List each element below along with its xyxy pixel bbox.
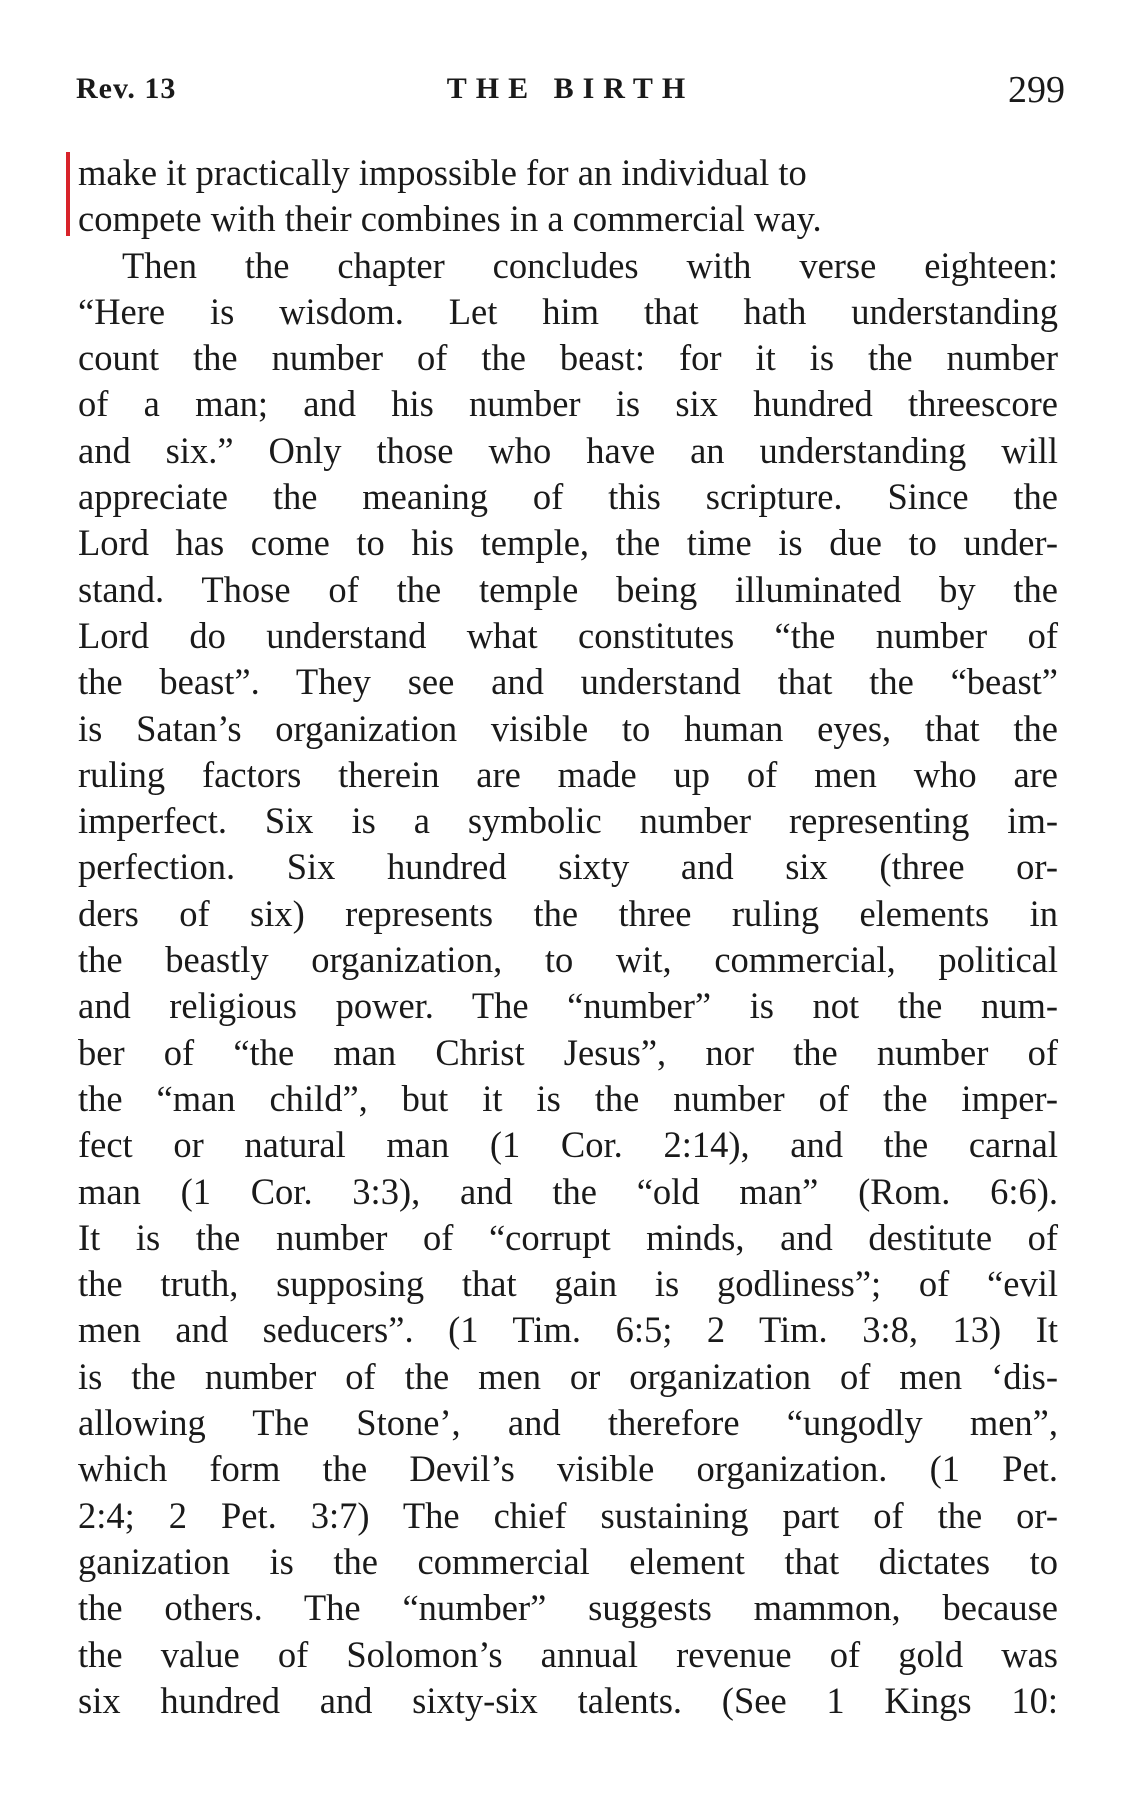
text-line: six hundred and sixty-six talents. (See 1 Kings 10: [78, 1679, 1058, 1721]
text-line: ber of “the man Christ Jesus”, nor the number of [78, 1031, 1058, 1073]
text-line: “Here is wisdom. Let him that hath understanding [78, 290, 1058, 332]
text-line: It is the number of “corrupt minds, and destitute of [78, 1216, 1058, 1258]
text-line: ganization is the commercial element that dictates to [78, 1540, 1058, 1582]
text-line: the beast”. They see and understand that the “beast” [78, 661, 1058, 703]
text-line: man (1 Cor. 3:3), and the “old man” (Rom. 6:6). [78, 1170, 1058, 1212]
text-line: and six.” Only those who have an understanding will [78, 429, 1058, 471]
red-margin-mark [66, 152, 70, 236]
text-line: and religious power. The “number” is not the num- [78, 985, 1058, 1027]
text-line: the others. The “number” suggests mammon, because [78, 1587, 1058, 1629]
text-line: the truth, supposing that gain is godliness”; of “evil [78, 1263, 1058, 1305]
running-head [76, 68, 1065, 114]
text-line: Lord do understand what constitutes “the number of [78, 614, 1058, 656]
text-line: compete with their combines in a commercial way. [78, 198, 822, 240]
text-line: perfection. Six hundred sixty and six (three or- [78, 846, 1058, 888]
text-line: the “man child”, but it is the number of the imper- [78, 1077, 1058, 1119]
text-line: fect or natural man (1 Cor. 2:14), and the carnal [78, 1124, 1058, 1166]
text-line: ruling factors therein are made up of men who are [78, 753, 1058, 795]
text-line: Then the chapter concludes with verse eighteen: [122, 244, 1058, 286]
text-line: allowing The Stone’, and therefore “ungodly men”, [78, 1402, 1058, 1444]
text-line: stand. Those of the temple being illuminated by the [78, 568, 1058, 610]
text-line: of a man; and his number is six hundred threescore [78, 383, 1058, 425]
text-line: which form the Devil’s visible organization. (1 Pet. [78, 1448, 1058, 1490]
running-title: THE BIRTH [446, 72, 695, 105]
text-line: Lord has come to his temple, the time is due to under- [78, 522, 1058, 564]
text-line: ders of six) represents the three ruling elements in [78, 892, 1058, 934]
text-line: count the number of the beast: for it is the number [78, 337, 1058, 379]
text-line: the beastly organization, to wit, commercial, political [78, 939, 1058, 981]
text-line: the value of Solomon’s annual revenue of gold was [78, 1633, 1058, 1675]
text-line: appreciate the meaning of this scripture. Since the [78, 476, 1058, 518]
text-line: men and seducers”. (1 Tim. 6:5; 2 Tim. 3:8, 13) It [78, 1309, 1058, 1351]
text-line: imperfect. Six is a symbolic number representing im- [78, 800, 1058, 842]
body-text [78, 150, 1058, 1724]
page-number: 299 [1008, 69, 1065, 111]
text-line: is Satan’s organization visible to human eyes, that the [78, 707, 1058, 749]
text-line: is the number of the men or organization of men ‘dis- [78, 1355, 1058, 1397]
text-line: 2:4; 2 Pet. 3:7) The chief sustaining part of the or- [78, 1494, 1058, 1536]
text-line: make it practically impossible for an individual to [78, 152, 807, 193]
chapter-reference: Rev. 13 [76, 72, 177, 105]
